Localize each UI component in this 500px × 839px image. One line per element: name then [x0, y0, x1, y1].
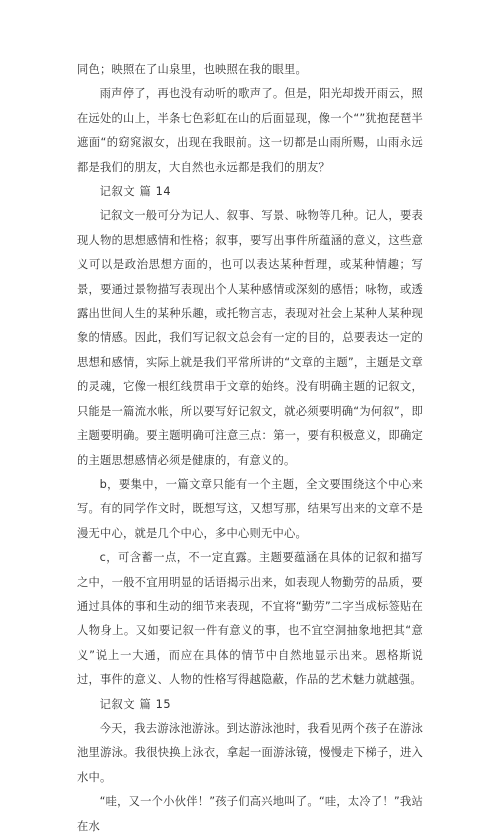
section-heading-15: 记叙文 篇 15 — [99, 697, 172, 711]
paragraph-point-c: c，可含蓄一点，不一定直露。主题要蕴涵在具体的记叙和描写之中，一般不宜用明显的话语揭示出来，如表现人物勤劳的品质，要通过具体的事和生动的细节来表现，不宜将“勤劳”二字当成标签贴在人物身上。又如要记叙一件有意义的事，也不宜空洞抽象地把其“意义”说上一大通，而应在具体的情节中自然地显示出来。恩格斯说过，事件的意义、人物的性格写得越隐蔽，作品的艺术魅力就越强。 — [77, 551, 423, 687]
paragraph-swimming: 今天，我去游泳池游泳。到达游泳池时，我看见两个孩子在游泳池里游泳。我很快换上泳衣，拿起一面游泳镜，慢慢走下梯子，进入水中。 — [77, 721, 423, 784]
paragraph-dialogue: “哇，又一个小伙伴！”孩子们高兴地叫了。“哇，太冷了！”我站在水 — [77, 795, 423, 833]
paragraph-narrative-types: 记叙文一般可分为记人、叙事、写景、咏物等几种。记人，要表现人物的思想感情和性格；叙事，要写出事件所蕴涵的意义，这些意义可以是政治思想方面的，也可以表达某种哲理，或某种情趣；写景，要通过景物描写表现出个人某种感情或深刻的感悟；咏物，或透露出世间人生的某种乐趣，或托物言志，表现对社会上某种人某种现象的情感。因此，我们写记叙文总会有一定的目的，总要表达一定的思想和感情，实际上就是我们平常所讲的“文章的主题”，主题是文章的灵魂，它像一根红线贯串于文章的始终。没有明确主题的记叙文，只能是一篇流水帐，所以要写好记叙文，就必须要明确“为何叙”，即主题要明确。要主题明确可注意三点：第一，要有积极意义，即确定的主题思想感情必须是健康的，有意义的。 — [77, 209, 423, 467]
paragraph-point-b: b，要集中，一篇文章只能有一个主题，全文要围绕这个中心来写。有的同学作文时，既想写这，又想写那，结果写出来的文章不是漫无中心，就是几个中心，多中心则无中心。 — [77, 477, 423, 540]
section-heading-14: 记叙文 篇 14 — [99, 185, 172, 199]
paragraph-continued: 同色；映照在了山泉里，也映照在我的眼里。 — [77, 63, 307, 76]
document-body — [77, 58, 423, 839]
paragraph-rain: 雨声停了，再也没有动听的歌声了。但是，阳光却拨开雨云，照在远处的山上，半条七色彩虹在山的后面显现，像一个“”犹抱琵琶半遮面“的窈窕淑女，出现在我眼前。这一切都是山雨所赐，山雨永远都是我们的朋友，大自然也永远都是我们的朋友？ — [77, 87, 423, 174]
